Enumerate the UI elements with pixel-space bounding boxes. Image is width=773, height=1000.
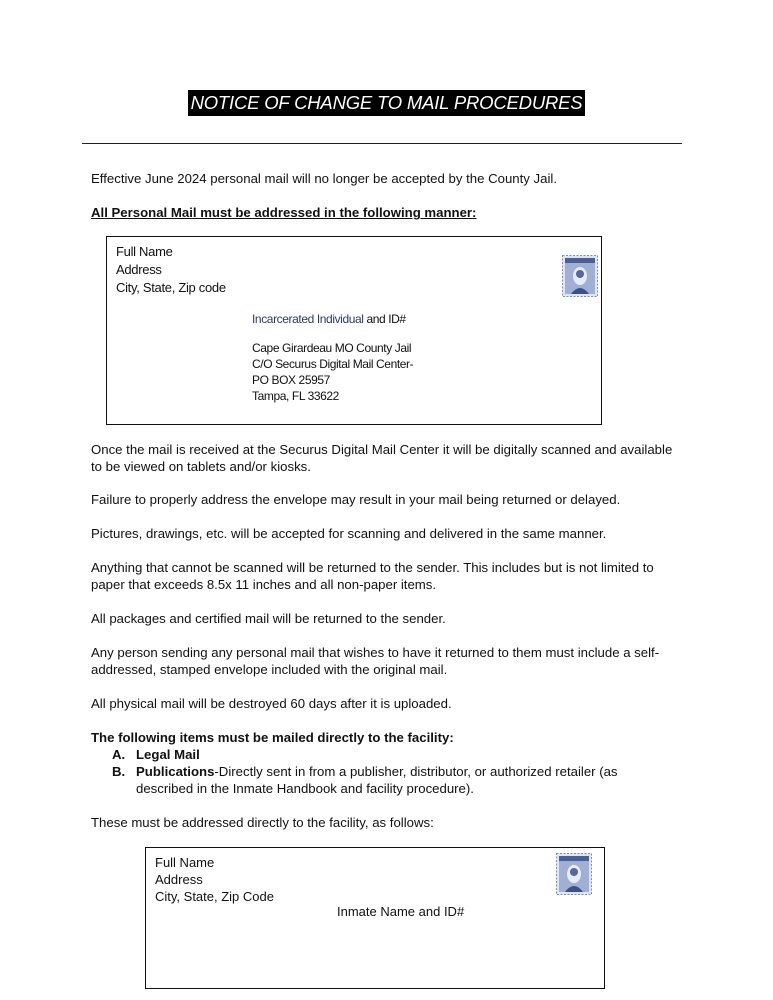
- title-divider: [82, 143, 682, 144]
- return-line: City, State, Zip code: [116, 280, 226, 295]
- paragraph: Pictures, drawings, etc. will be accepted for scanning and delivered in the same manner.: [91, 526, 607, 541]
- envelope1-recipient-line: [252, 311, 406, 327]
- facility-address-intro: These must be addressed directly to the facility, as follows:: [91, 815, 434, 830]
- address-line: C/O Securus Digital Mail Center-: [252, 357, 414, 371]
- recipient-suffix: and ID#: [363, 312, 406, 326]
- paragraph: All physical mail will be destroyed 60 days after it is uploaded.: [91, 696, 452, 711]
- address-line: Tampa, FL 33622: [252, 389, 339, 403]
- return-line: Address: [116, 262, 162, 277]
- paragraph: Any person sending any personal mail that wishes to have it returned to them must include a self-addressed, stamped envelope included with the original mail.: [91, 645, 660, 677]
- paragraph: Once the mail is received at the Securus Digital Mail Center it will be digitally scanned and available to be viewed on tablets and/or kiosks.: [91, 442, 673, 474]
- list-marker: B.: [112, 764, 126, 779]
- address-line: PO BOX 25957: [252, 373, 330, 387]
- list-item-label: Legal Mail: [136, 747, 200, 762]
- list-item-text: -Directly sent in from a publisher, distributor, or authorized retailer (as described in the Inmate Handbook and facility procedure).: [136, 764, 618, 796]
- paragraph: Anything that cannot be scanned will be returned to the sender. This includes but is not limited to paper that exceeds 8.5x 11 inches and all non-paper items.: [91, 560, 654, 592]
- facility-items-list: [112, 746, 672, 797]
- return-line: Full Name: [155, 855, 215, 870]
- return-line: Full Name: [116, 244, 173, 259]
- paragraph: All packages and certified mail will be returned to the sender.: [91, 611, 446, 626]
- postage-stamp-icon: [556, 853, 592, 895]
- list-item: [112, 763, 672, 797]
- intro-text: Effective June 2024 personal mail will no longer be accepted by the County Jail.: [91, 171, 557, 186]
- list-marker: A.: [112, 747, 126, 762]
- return-line: Address: [155, 872, 203, 887]
- facility-heading: The following items must be mailed directly to the facility:: [91, 730, 454, 745]
- address-line: Cape Girardeau MO County Jail: [252, 341, 412, 355]
- envelope2-recipient: Inmate Name and ID#: [337, 904, 465, 919]
- list-item-label: Publications: [136, 764, 215, 779]
- paragraph: Failure to properly address the envelope may result in your mail being returned or delayed.: [91, 492, 621, 507]
- return-line: City, State, Zip Code: [155, 889, 274, 904]
- personal-mail-heading: All Personal Mail must be addressed in the following manner:: [91, 205, 477, 220]
- notice-title-wrap: [0, 90, 773, 116]
- envelope2-return-address: [155, 854, 274, 905]
- envelope1-return-address: [116, 243, 226, 297]
- postage-stamp-icon: [562, 255, 598, 297]
- personal-mail-envelope: [106, 236, 602, 425]
- facility-mail-envelope: [145, 847, 605, 989]
- recipient-prefix: Incarcerated Individual: [252, 312, 364, 326]
- notice-title: NOTICE OF CHANGE TO MAIL PROCEDURES: [188, 90, 586, 116]
- list-item: [112, 746, 672, 763]
- envelope1-mailing-address: [252, 340, 413, 404]
